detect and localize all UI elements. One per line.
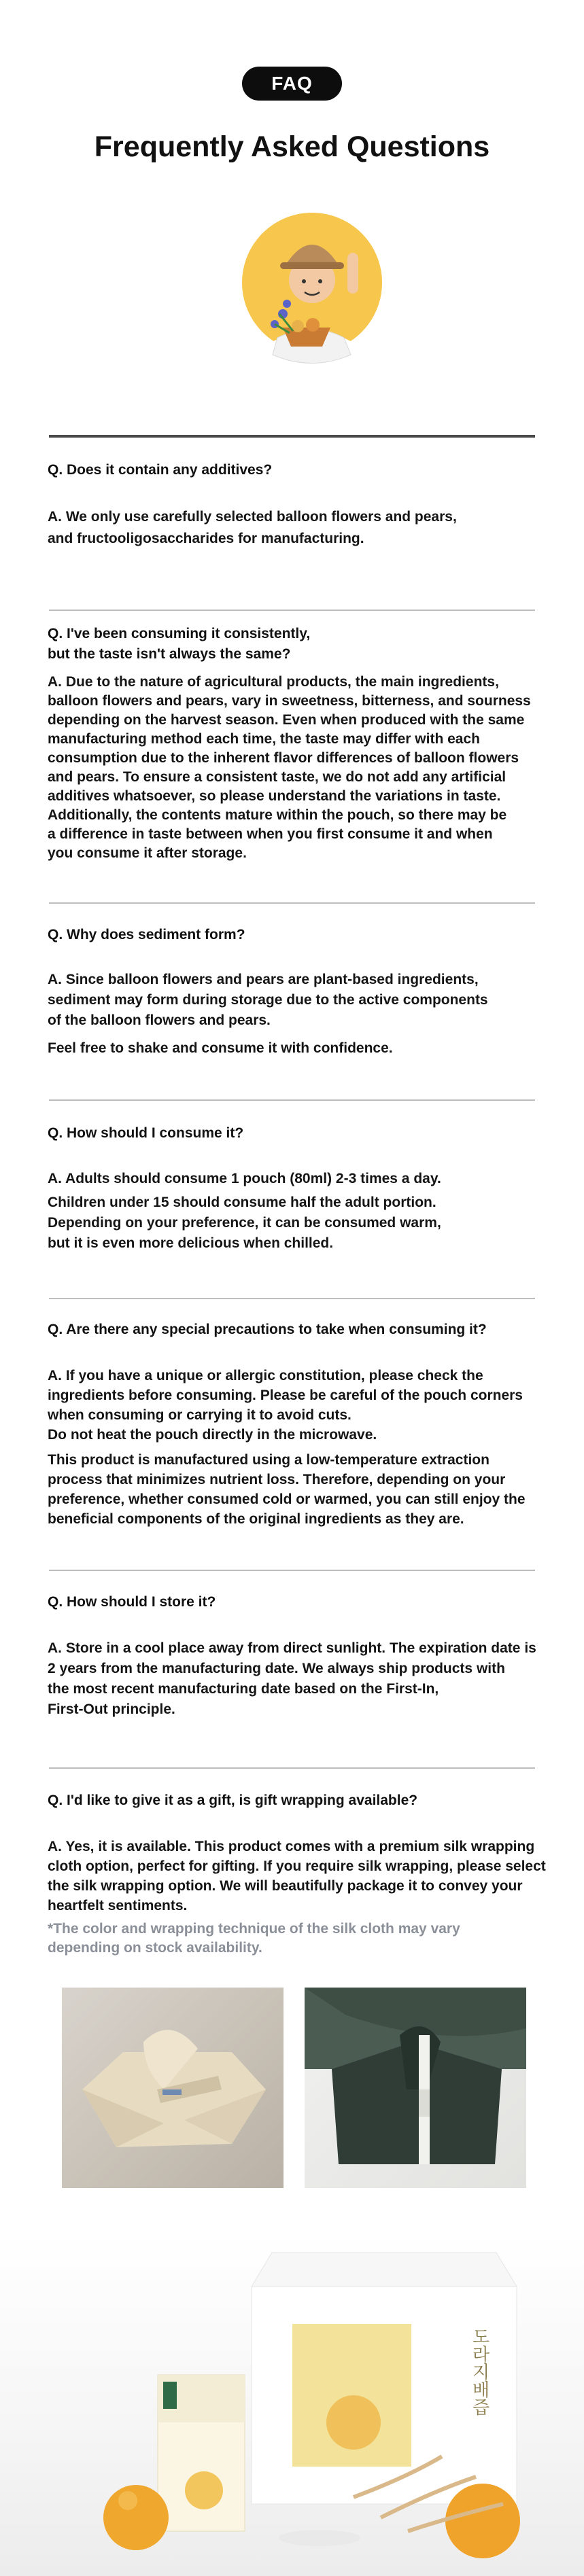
avatar-illustration (242, 212, 383, 400)
faq-divider (49, 1767, 535, 1769)
faq-item (48, 1123, 557, 1254)
top-divider (49, 435, 535, 438)
green-gift-wrap-photo (305, 1988, 526, 2188)
faq-answer: A. If you have a unique or allergic constitution, please check the ingredients before consuming. Please be careful of the pouch corners when consuming or carrying it to avoid cuts. Do not heat the pouch directly in the microwave. (48, 1368, 523, 1443)
faq-item (48, 925, 557, 1058)
faq-question: Q. I'd like to give it as a gift, is gift wrapping available? (48, 1793, 418, 1808)
faq-question: Q. Are there any special precautions to take when consuming it? (48, 1322, 487, 1337)
faq-badge: FAQ (242, 67, 342, 101)
faq-item (48, 1320, 557, 1529)
faq-answer-extra: This product is manufactured using a low-temperature extraction process that minimizes nutrient loss. Therefore, depending on your preference, whether consumed cold or warmed, you can still enjoy the beneficial components of the original ingredients as they are. (48, 1452, 526, 1527)
faq-question: Q. I've been consuming it consistently, but the taste isn't always the same? (48, 626, 311, 662)
faq-answer: A. Store in a cool place away from direct sunlight. The expiration date is 2 years from the manufacturing date. We always ship products with the most recent manufacturing date based on the First-In, First-Out principle. (48, 1640, 536, 1717)
faq-note: *The color and wrapping technique of the silk cloth may vary depending on stock availability. (48, 1921, 460, 1956)
faq-answer: A. Yes, it is available. This product comes with a premium silk wrapping cloth option, perfect for gifting. If you require silk wrapping, please select the silk wrapping option. We will beautifully package it to convey your heartfelt sentiments. (48, 1839, 546, 1913)
faq-divider (49, 610, 535, 611)
faq-item (48, 1790, 557, 1958)
faq-divider (49, 1298, 535, 1299)
faq-answer: A. Due to the nature of agricultural products, the main ingredients, balloon flowers and pears, vary in sweetness, bitterness, and sourness depending on the harvest season. Even when produced with the same manufacturing method each time, the taste may differ with each consumption due to the inherent flavor differences of balloon flowers and pears. To ensure a consistent taste, we do not add any artificial additives whatsoever, so please understand the variations in taste. Additionally, the contents mature within the pouch, so there may be a difference in taste between when you first consume it and when you consume it after storage. (48, 674, 531, 861)
faq-item (48, 624, 557, 863)
faq-question: Q. Why does sediment form? (48, 927, 245, 942)
box-label: 도라지배즙 (469, 2327, 489, 2416)
faq-item (48, 1592, 557, 1720)
faq-answer-extra: Children under 15 should consume half the adult portion. Depending on your preference, it can be consumed warm, but it is even more delicious when chilled. (48, 1195, 441, 1251)
beige-gift-wrap-photo (62, 1988, 284, 2188)
page-title: Frequently Asked Questions (94, 130, 490, 163)
faq-question: Q. How should I store it? (48, 1594, 216, 1610)
faq-answer: A. Since balloon flowers and pears are plant-based ingredients, sediment may form during storage due to the active components of the balloon flowers and pears. (48, 972, 488, 1028)
product-box-photo (0, 2232, 584, 2576)
faq-divider (49, 1099, 535, 1101)
faq-question: Q. How should I consume it? (48, 1125, 244, 1141)
faq-divider (49, 1570, 535, 1571)
faq-answer: A. We only use carefully selected balloon flowers and pears, and fructooligosaccharides for manufacturing. (48, 509, 457, 546)
faq-answer-extra: Feel free to shake and consume it with confidence. (48, 1040, 393, 1056)
faq-answer: A. Adults should consume 1 pouch (80ml) 2-3 times a day. (48, 1171, 441, 1186)
faq-item (48, 460, 557, 550)
faq-question: Q. Does it contain any additives? (48, 462, 273, 478)
faq-divider (49, 902, 535, 904)
